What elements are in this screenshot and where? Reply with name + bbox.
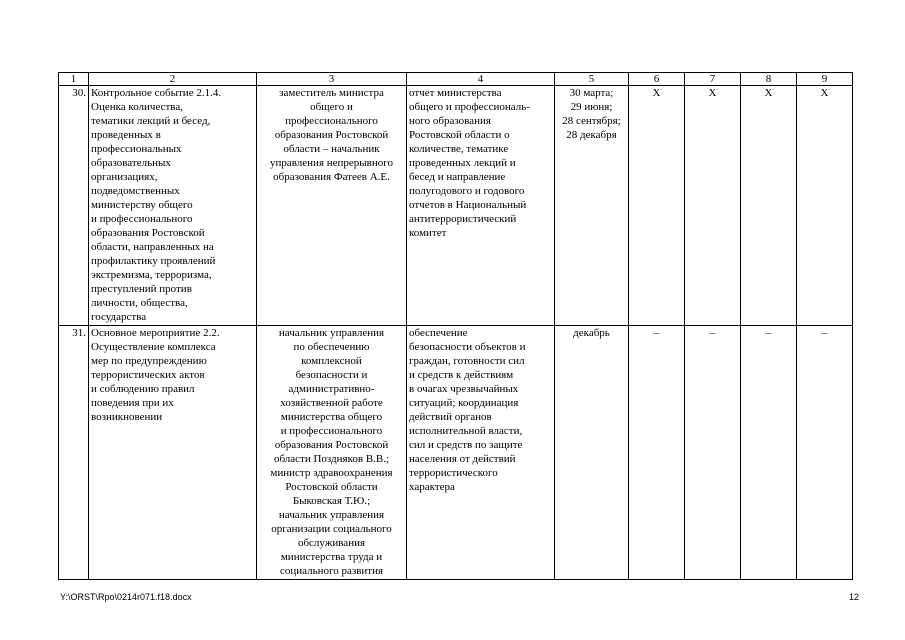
column-header: 5 <box>555 73 629 86</box>
plan-table <box>58 72 853 580</box>
row-number: 31. <box>59 326 89 580</box>
column-header: 6 <box>629 73 685 86</box>
responsible-cell: заместитель министра общего и профессионального образования Ростовской области – начальник управления непрерывного образования Фатеев А.Е. <box>257 86 407 326</box>
table-row <box>59 86 853 326</box>
mark-cell: Х <box>797 86 853 326</box>
responsible-cell: начальник управления по обеспечению комплексной безопасности и административно- хозяйственной работе министерства общего и профессионального образования Ростовской области Поздняков В.В.; министр здравоохранения Ростовской области Быковская Т.Ю.; начальник управления организации социального обслуживания министерства труда и социального развития <box>257 326 407 580</box>
mark-cell: Х <box>741 86 797 326</box>
mark-cell: Х <box>629 86 685 326</box>
date-cell: 30 марта; 29 июня; 28 сентября; 28 декабря <box>555 86 629 326</box>
result-cell: обеспечение безопасности объектов и граждан, готовности сил и средств к действиям в очагах чрезвычайных ситуаций; координация действий органов исполнительной власти, сил и средств по защите населения от действий террористического характера <box>407 326 555 580</box>
footer-file-path: Y:\ORST\Rpo\0214r071.f18.docx <box>60 592 192 602</box>
mark-cell: – <box>629 326 685 580</box>
row-number: 30. <box>59 86 89 326</box>
event-cell: Основное мероприятие 2.2. Осуществление комплекса мер по предупреждению террористических актов и соблюдению правил поведения при их возникновении <box>89 326 257 580</box>
mark-cell: – <box>797 326 853 580</box>
mark-cell: – <box>741 326 797 580</box>
page-number: 12 <box>848 592 859 602</box>
column-number-row <box>59 73 853 86</box>
column-header: 2 <box>89 73 257 86</box>
column-header: 9 <box>797 73 853 86</box>
column-header: 4 <box>407 73 555 86</box>
event-cell: Контрольное событие 2.1.4. Оценка количества, тематики лекций и бесед, проведенных в профессиональных образовательных организациях, подведомственных министерству общего и профессионального образования Ростовской области, направленных на профилактику проявлений экстремизма, терроризма, преступлений против личности, общества, государства <box>89 86 257 326</box>
column-header: 7 <box>685 73 741 86</box>
column-header: 3 <box>257 73 407 86</box>
table-row <box>59 326 853 580</box>
mark-cell: – <box>685 326 741 580</box>
date-cell: декабрь <box>555 326 629 580</box>
column-header: 8 <box>741 73 797 86</box>
column-header: 1 <box>59 73 89 86</box>
mark-cell: Х <box>685 86 741 326</box>
result-cell: отчет министерства общего и профессиональ- ного образования Ростовской области о количестве, тематике проведенных лекций и бесед и направление полугодового и годового отчетов в Национальный антитеррористический комитет <box>407 86 555 326</box>
